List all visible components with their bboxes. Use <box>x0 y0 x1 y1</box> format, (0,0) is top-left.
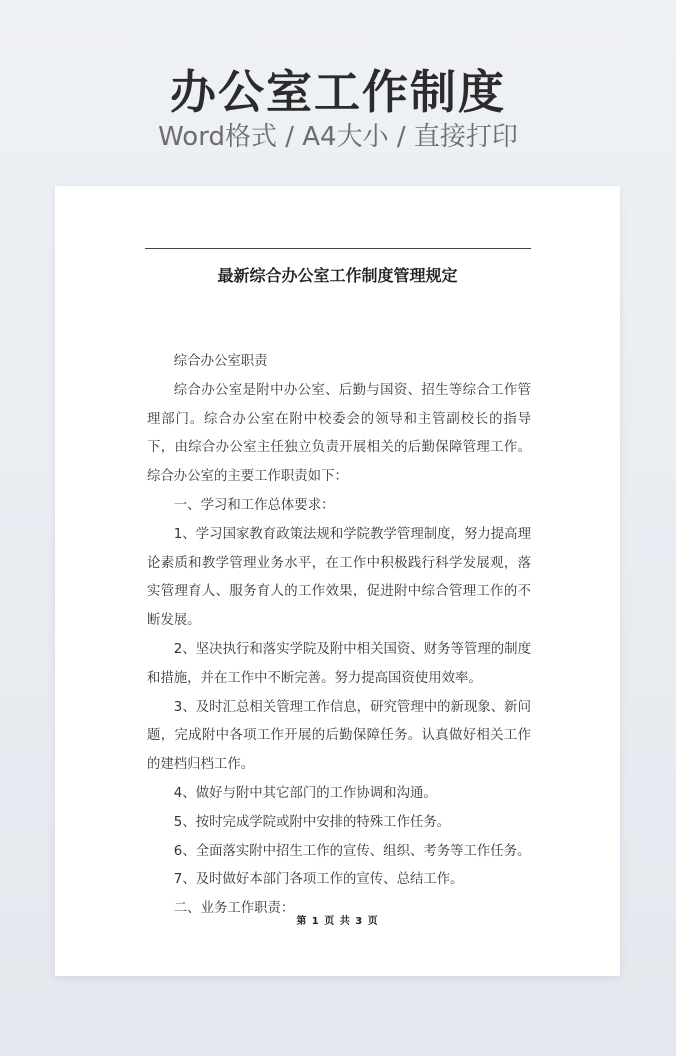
document-page <box>55 186 620 976</box>
list-item: 2、坚决执行和落实学院及附中相关国资、财务等管理的制度和措施，并在工作中不断完善。努力提高国资使用效率。 <box>147 641 531 686</box>
list-item: 3、及时汇总相关管理工作信息，研究管理中的新现象、新问题，完成附中各项工作开展的后勤保障任务。认真做好相关工作的建档归档工作。 <box>147 699 531 773</box>
header-rule <box>145 248 531 249</box>
banner-title: 办公室工作制度 <box>170 65 506 119</box>
banner-subtitle: Word格式 / A4大小 / 直接打印 <box>158 122 518 152</box>
section-heading: 二、业务工作职责： <box>173 901 295 917</box>
list-item: 6、全面落实附中招生工作的宣传、组织、考务等工作任务。 <box>173 843 531 859</box>
section-heading: 一、学习和工作总体要求： <box>173 497 335 513</box>
list-item: 5、按时完成学院或附中安排的特殊工作任务。 <box>173 814 451 830</box>
document-body <box>147 348 531 924</box>
document-title: 最新综合办公室工作制度管理规定 <box>217 266 458 285</box>
page-number: 第 1 页 共 3 页 <box>296 916 379 927</box>
paragraph: 综合办公室是附中办公室、后勤与国资、招生等综合工作管理部门。综合办公室在附中校委会的领导和主管副校长的指导下，由综合办公室主任独立负责开展相关的后勤保障管理工作。综合办公室的主要工作职责如下： <box>147 382 531 485</box>
list-item: 4、做好与附中其它部门的工作协调和沟通。 <box>173 785 437 801</box>
list-item: 7、及时做好本部门各项工作的宣传、总结工作。 <box>173 872 464 888</box>
section-heading: 综合办公室职责 <box>173 354 268 369</box>
list-item: 1、学习国家教育政策法规和学院教学管理制度，努力提高理论素质和教学管理业务水平，在工作中积极践行科学发展观，落实管理育人、服务育人的工作效果，促进附中综合管理工作的不断发展。 <box>147 526 531 629</box>
